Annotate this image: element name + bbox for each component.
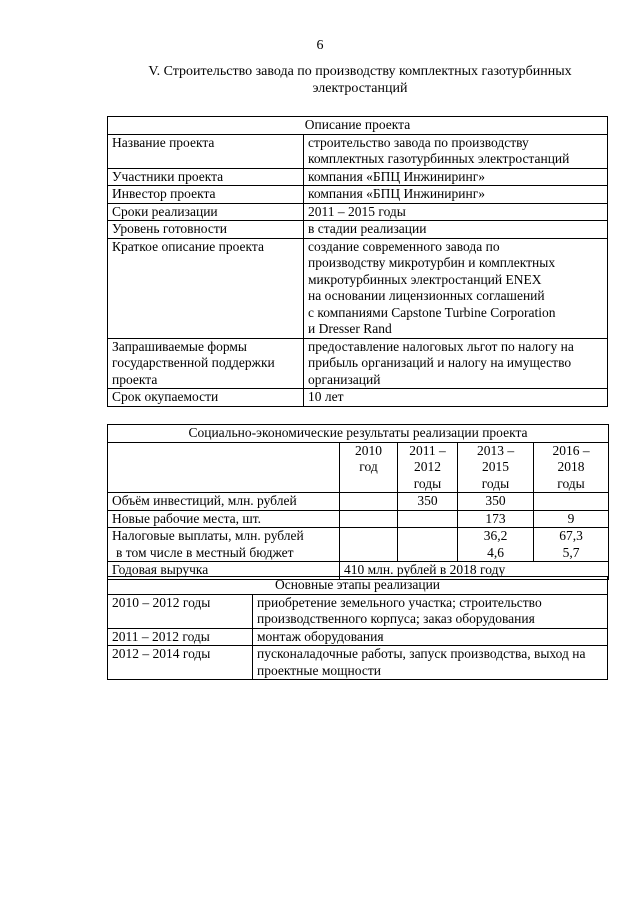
cell: 350 xyxy=(398,493,458,511)
column-header-line: годы xyxy=(413,475,442,491)
row-label: Новые рабочие места, шт. xyxy=(108,510,340,528)
stage-period: 2010 – 2012 годы xyxy=(108,594,253,628)
table-row xyxy=(108,528,609,562)
cell xyxy=(458,528,534,562)
row-label: Участники проекта xyxy=(108,168,304,186)
cell xyxy=(398,510,458,528)
row-value: 2011 – 2015 годы xyxy=(304,203,608,221)
row-label: Сроки реализации xyxy=(108,203,304,221)
table-row xyxy=(108,203,608,221)
table-row xyxy=(108,168,608,186)
table-header: Основные этапы реализации xyxy=(108,577,608,595)
project-description-table xyxy=(107,116,608,407)
cell: 173 xyxy=(458,510,534,528)
table-row xyxy=(108,510,609,528)
row-label: Срок окупаемости xyxy=(108,389,304,407)
cell: 350 xyxy=(458,493,534,511)
column-header-line: годы xyxy=(557,475,585,491)
column-header-line: 2018 xyxy=(557,459,585,474)
page-number: 6 xyxy=(316,38,324,53)
row-label xyxy=(108,528,340,562)
table-row xyxy=(108,238,608,338)
stages-table xyxy=(107,576,608,680)
value-line: и Dresser Rand xyxy=(308,321,392,336)
column-header-line: 2016 – xyxy=(552,442,590,458)
cell-line: 5,7 xyxy=(562,544,580,560)
row-label: Инвестор проекта xyxy=(108,186,304,204)
section-title xyxy=(110,63,610,97)
label-line: проекта xyxy=(112,371,158,387)
section-title-line: V. Строительство завода по производству комплектных газотурбинных xyxy=(148,64,572,79)
label-line: Запрашиваемые формы xyxy=(112,338,247,354)
column-header-row xyxy=(108,442,609,493)
table-row xyxy=(108,594,608,628)
value-line: микротурбинных электростанций ENEX xyxy=(308,271,542,287)
cell xyxy=(398,528,458,562)
table-row xyxy=(108,493,609,511)
row-label: Годовая выручка xyxy=(108,562,340,580)
column-header xyxy=(534,442,609,493)
table-header: Описание проекта xyxy=(108,117,608,135)
stage-text: приобретение земельного участка; строительство производственного корпуса; заказ оборудования xyxy=(253,594,608,628)
cell-line: 36,2 xyxy=(483,528,508,543)
row-value: 10 лет xyxy=(304,389,608,407)
row-value: компания «БПЦ Инжиниринг» xyxy=(304,186,608,204)
results-table xyxy=(107,424,609,580)
row-label: Уровень готовности xyxy=(108,221,304,239)
table-row xyxy=(108,389,608,407)
column-header-line: 2013 – xyxy=(476,442,515,458)
row-value: компания «БПЦ Инжиниринг» xyxy=(304,168,608,186)
value-line: создание современного завода по xyxy=(308,238,500,254)
cell xyxy=(534,528,609,562)
row-label: Название проекта xyxy=(108,134,304,168)
row-label: Краткое описание проекта xyxy=(108,238,304,338)
cell xyxy=(534,493,609,511)
row-value: предоставление налоговых льгот по налогу на прибыль организаций и налогу на имущество организаций xyxy=(304,338,608,389)
table-row xyxy=(108,134,608,168)
column-header-line: 2015 xyxy=(482,459,509,474)
section-title-line: электростанций xyxy=(312,81,408,96)
table-row xyxy=(108,646,608,680)
stage-text: пусконаладочные работы, запуск производства, выход на проектные мощности xyxy=(253,646,608,680)
row-label-line: Налоговые выплаты, млн. рублей xyxy=(112,528,304,543)
stage-period: 2012 – 2014 годы xyxy=(108,646,253,680)
table-header: Социально-экономические результаты реализации проекта xyxy=(108,425,609,443)
table-row xyxy=(108,338,608,389)
column-header-line: год xyxy=(359,459,378,474)
stage-text: монтаж оборудования xyxy=(253,628,608,646)
column-header-line: годы xyxy=(481,475,510,491)
table-row xyxy=(108,221,608,239)
cell xyxy=(340,493,398,511)
cell xyxy=(340,528,398,562)
row-value: в стадии реализации xyxy=(304,221,608,239)
revenue-value: 410 млн. рублей в 2018 году xyxy=(340,562,609,580)
row-label xyxy=(108,338,304,389)
column-header xyxy=(398,442,458,493)
value-line: производству микротурбин и комплектных xyxy=(308,255,556,270)
cell: 9 xyxy=(534,510,609,528)
cell-line: 4,6 xyxy=(487,544,504,560)
row-label: Объём инвестиций, млн. рублей xyxy=(108,493,340,511)
row-value xyxy=(304,238,608,338)
column-header xyxy=(458,442,534,493)
row-label-line: в том числе в местный бюджет xyxy=(116,544,294,560)
table-row xyxy=(108,186,608,204)
value-line: на основании лицензионных соглашений xyxy=(308,288,545,303)
stage-period: 2011 – 2012 годы xyxy=(108,628,253,646)
label-line: государственной поддержки xyxy=(112,355,275,370)
cell xyxy=(340,510,398,528)
column-header-line: 2011 – xyxy=(409,442,446,458)
table-row xyxy=(108,628,608,646)
column-header-line: 2012 xyxy=(414,459,441,474)
row-value: строительство завода по производству комплектных газотурбинных электростанций xyxy=(304,134,608,168)
column-header-line: 2010 xyxy=(355,442,382,458)
value-line: с компаниями Capstone Turbine Corporation xyxy=(308,304,556,320)
cell-line: 67,3 xyxy=(559,528,583,543)
column-header xyxy=(340,442,398,493)
